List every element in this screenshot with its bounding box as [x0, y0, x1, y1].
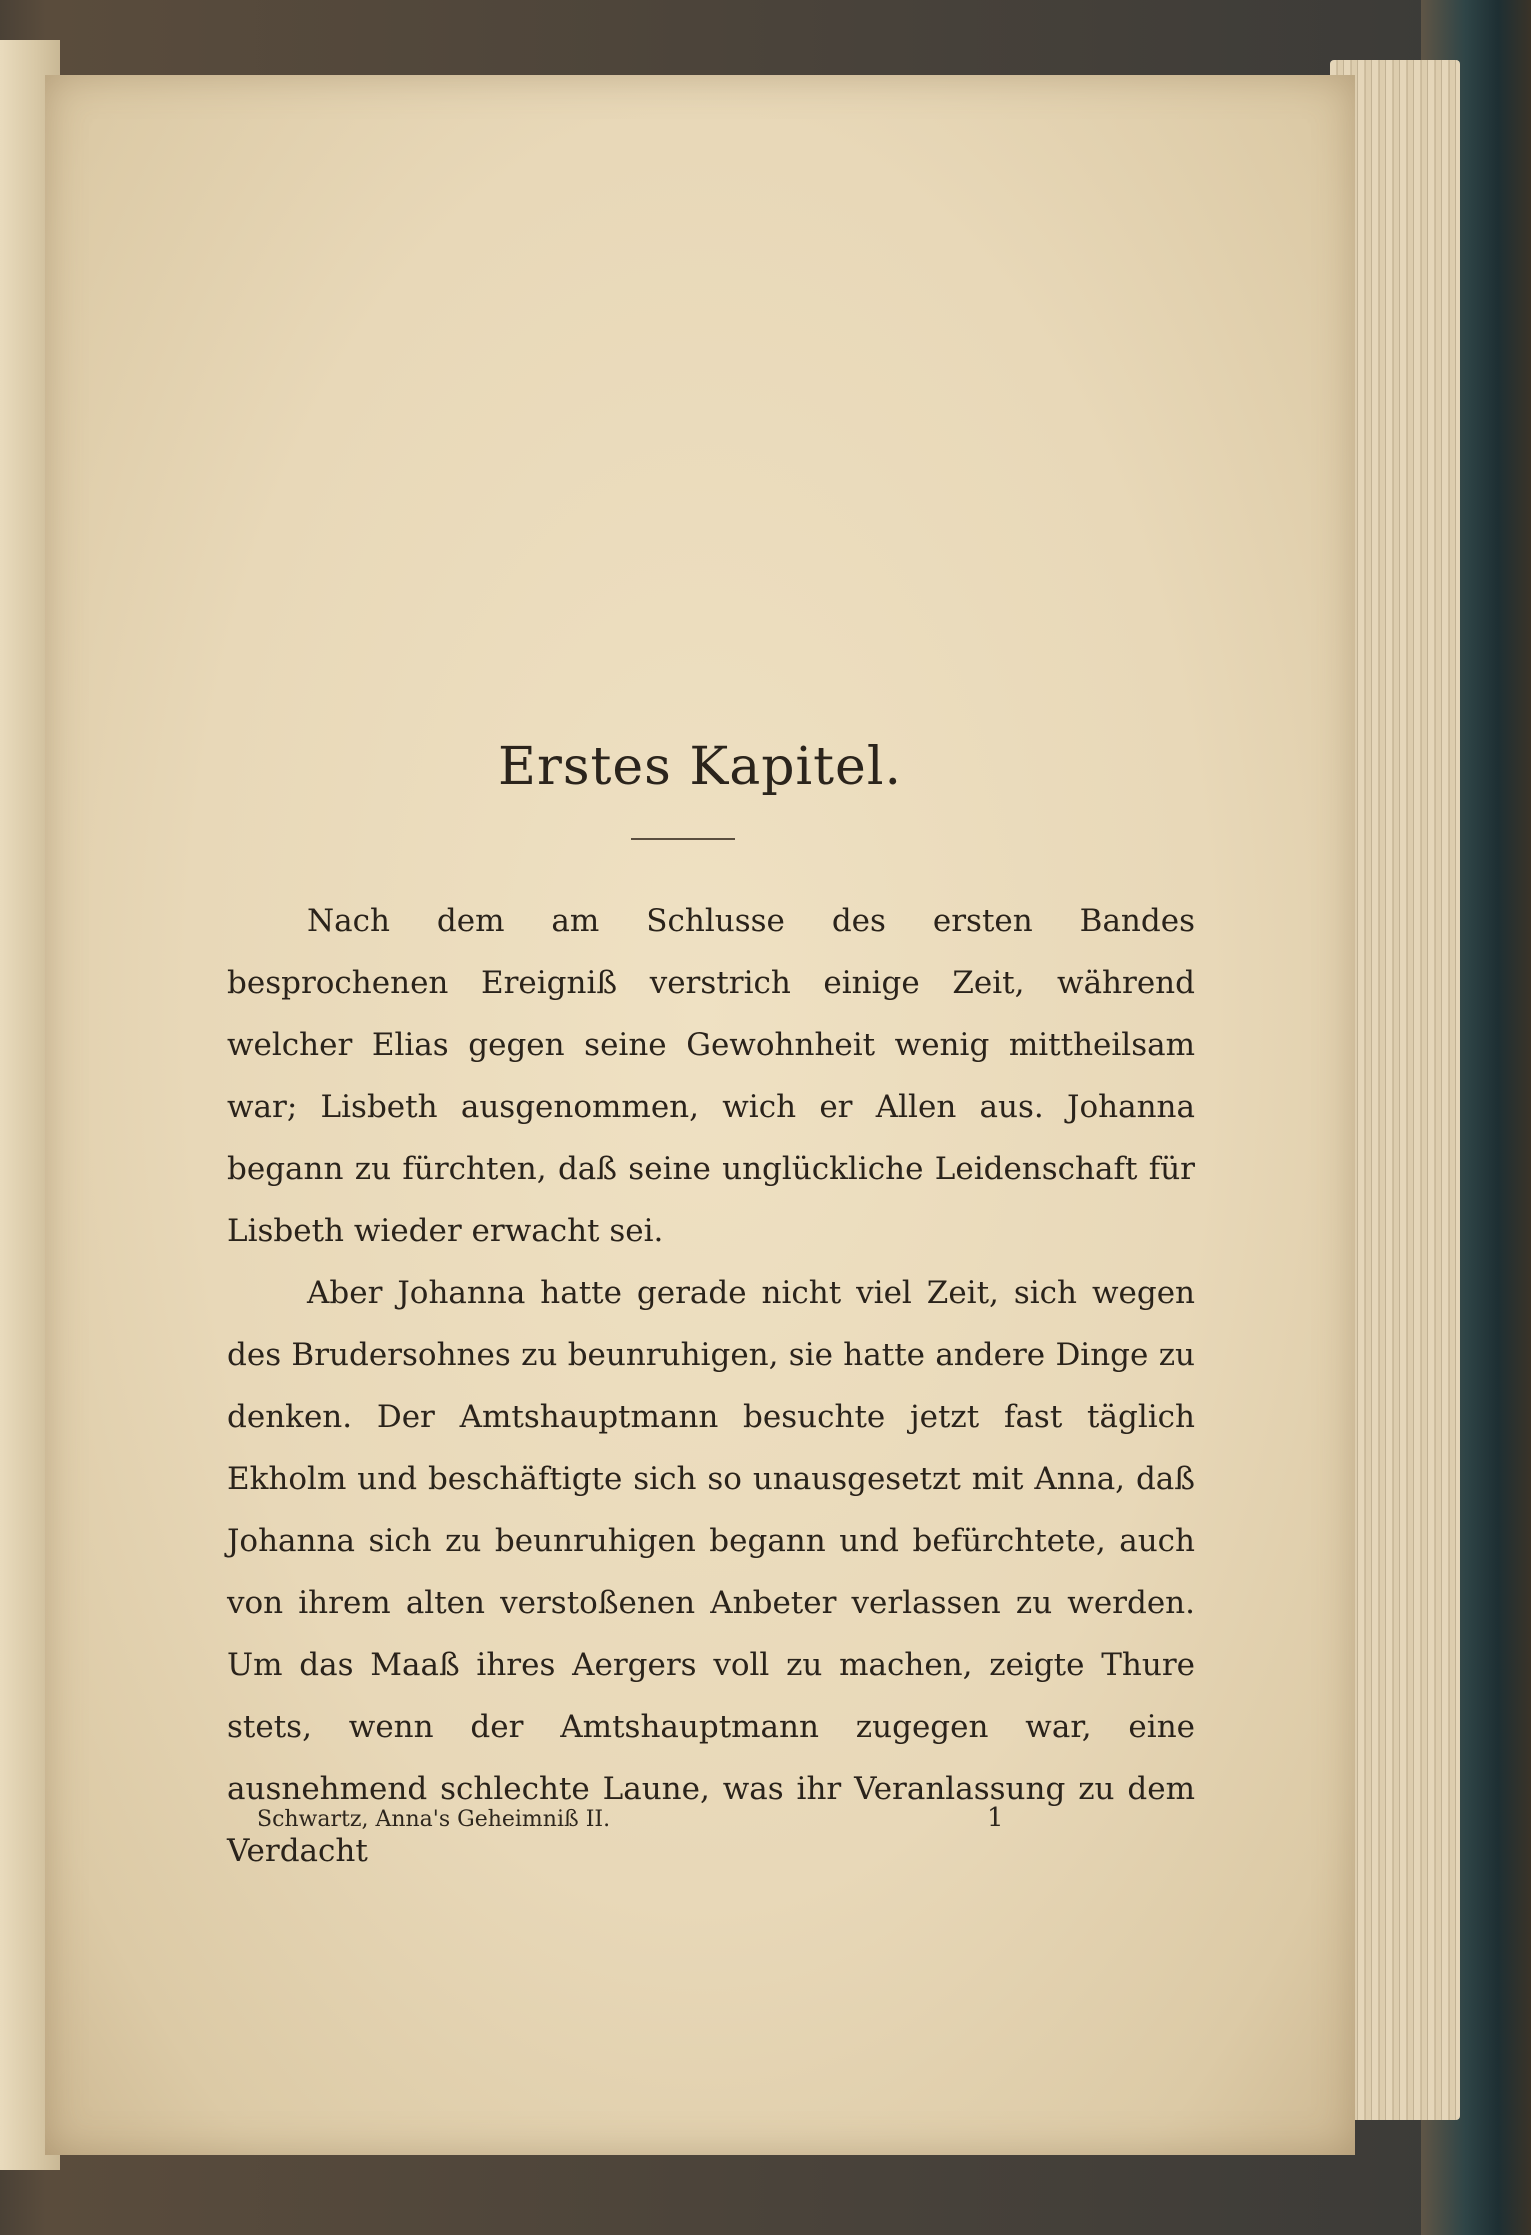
page-footer	[45, 1803, 1355, 1847]
page-number: 1	[987, 1803, 1004, 1833]
title-rule	[631, 838, 735, 840]
paragraph-1: Nach dem am Schlusse des ersten Bandes besprochenen Ereigniß verstrich einige Zeit, während welcher Elias gegen seine Gewohnheit wenig mittheilsam war; Lisbeth ausgenommen, wich er Allen aus. Johanna begann zu fürchten, daß seine unglückliche Leidenschaft für Lisbeth wieder erwacht sei.	[227, 903, 1195, 1249]
printer-signature: Schwartz, Anna's Geheimniß II.	[257, 1807, 611, 1832]
body-text	[227, 890, 1195, 1882]
book-page	[45, 75, 1355, 2155]
paragraph-2: Aber Johanna hatte gerade nicht viel Zeit, sich wegen des Brudersohnes zu beunruhigen, sie hatte andere Dinge zu denken. Der Amtshauptmann besuchte jetzt fast täglich Ekholm und beschäftigte sich so unausgesetzt mit Anna, daß Johanna sich zu beunruhigen begann und befürchtete, auch von ihrem alten verstoßenen Anbeter verlassen zu werden. Um das Maaß ihres Aergers voll zu machen, zeigte Thure stets, wenn der Amtshauptmann zugegen war, eine ausnehmend schlechte Laune, was ihr Veranlassung zu dem Verdacht	[227, 1275, 1195, 1869]
chapter-title: Erstes Kapitel.	[498, 737, 902, 797]
